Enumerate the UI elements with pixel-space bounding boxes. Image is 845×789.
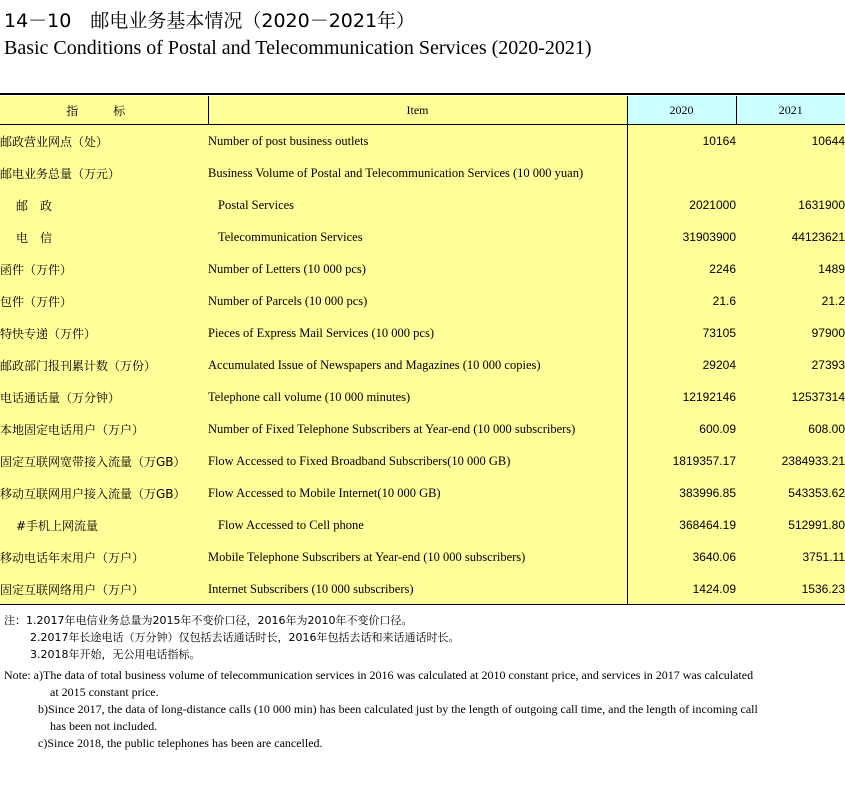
table-top-rule bbox=[0, 93, 845, 95]
table-header-row bbox=[0, 96, 845, 125]
row-label-en: Pieces of Express Mail Services (10 000 pcs) bbox=[208, 317, 627, 349]
row-label-en: Number of post business outlets bbox=[208, 125, 627, 158]
table-row bbox=[0, 285, 845, 317]
note-cn-line: 2.2017年长途电话（万分钟）仅包括去话通话时长，2016年包括去话和来话通话时长。 bbox=[30, 631, 460, 644]
table-row bbox=[0, 477, 845, 509]
note-cn-line: 3.2018年开始，无公用电话指标。 bbox=[30, 648, 201, 661]
table-row bbox=[0, 189, 845, 221]
row-label-en: Business Volume of Postal and Telecommunication Services (10 000 yuan) bbox=[208, 157, 627, 189]
table-row bbox=[0, 413, 845, 445]
value-2021: 10644 bbox=[736, 125, 845, 158]
value-2021: 97900 bbox=[736, 317, 845, 349]
row-label-en: Flow Accessed to Cell phone bbox=[208, 509, 627, 541]
row-label-cn: 邮电业务总量（万元） bbox=[0, 157, 208, 189]
notes-english bbox=[4, 667, 839, 752]
table-row bbox=[0, 349, 845, 381]
row-label-cn: 邮政营业网点（处） bbox=[0, 125, 208, 158]
value-2020: 1424.09 bbox=[627, 573, 736, 605]
row-label-cn: 邮 政 bbox=[0, 189, 208, 221]
value-2021: 1631900 bbox=[736, 189, 845, 221]
row-label-cn: 电 信 bbox=[0, 221, 208, 253]
page-title-english: Basic Conditions of Postal and Telecommunication Services (2020-2021) bbox=[4, 37, 592, 59]
value-2020: 383996.85 bbox=[627, 477, 736, 509]
table-row bbox=[0, 381, 845, 413]
value-2021: 3751.11 bbox=[736, 541, 845, 573]
value-2020: 3640.06 bbox=[627, 541, 736, 573]
header-indicator: 指 标 bbox=[0, 96, 208, 125]
note-en-line: c)Since 2018, the public telephones has been are cancelled. bbox=[38, 736, 323, 750]
header-year-2021: 2021 bbox=[736, 96, 845, 125]
value-2020: 31903900 bbox=[627, 221, 736, 253]
row-label-en: Internet Subscribers (10 000 subscribers) bbox=[208, 573, 627, 605]
value-2020: 368464.19 bbox=[627, 509, 736, 541]
note-en-line: b)Since 2017, the data of long-distance calls (10 000 min) has been calculated just by the length of outgoing call time, and the length of incoming call bbox=[38, 702, 758, 716]
value-2020: 21.6 bbox=[627, 285, 736, 317]
row-label-en: Flow Accessed to Fixed Broadband Subscribers(10 000 GB) bbox=[208, 445, 627, 477]
value-2020: 2021000 bbox=[627, 189, 736, 221]
header-item: Item bbox=[208, 96, 627, 125]
table-row bbox=[0, 157, 845, 189]
row-label-en: Telecommunication Services bbox=[208, 221, 627, 253]
row-label-en: Flow Accessed to Mobile Internet(10 000 GB) bbox=[208, 477, 627, 509]
header-year-2020: 2020 bbox=[627, 96, 736, 125]
row-label-en: Number of Fixed Telephone Subscribers at Year-end (10 000 subscribers) bbox=[208, 413, 627, 445]
value-2020: 2246 bbox=[627, 253, 736, 285]
page-title-chinese: 14－10 邮电业务基本情况（2020－2021年） bbox=[4, 10, 416, 32]
row-label-cn: 本地固定电话用户（万户） bbox=[0, 413, 208, 445]
row-label-en: Mobile Telephone Subscribers at Year-end (10 000 subscribers) bbox=[208, 541, 627, 573]
value-2020 bbox=[627, 157, 736, 189]
row-label-cn: 邮政部门报刊累计数（万份） bbox=[0, 349, 208, 381]
table-row bbox=[0, 445, 845, 477]
postal-telecom-table bbox=[0, 96, 845, 605]
row-label-cn: 固定互联网宽带接入流量（万GB） bbox=[0, 445, 208, 477]
row-label-en: Telephone call volume (10 000 minutes) bbox=[208, 381, 627, 413]
value-2021: 12537314 bbox=[736, 381, 845, 413]
row-label-cn: 移动互联网用户接入流量（万GB） bbox=[0, 477, 208, 509]
row-label-cn: 电话通话量（万分钟） bbox=[0, 381, 208, 413]
table-bottom-rule bbox=[0, 604, 845, 605]
value-2021: 44123621 bbox=[736, 221, 845, 253]
row-label-cn: 移动电话年末用户（万户） bbox=[0, 541, 208, 573]
value-2021: 512991.80 bbox=[736, 509, 845, 541]
table-row bbox=[0, 253, 845, 285]
value-2020: 10164 bbox=[627, 125, 736, 158]
value-2021 bbox=[736, 157, 845, 189]
row-label-cn: 固定互联网络用户（万户） bbox=[0, 573, 208, 605]
note-cn-line: 注：1.2017年电信业务总量为2015年不变价口径，2016年为2010年不变价口径。 bbox=[4, 614, 413, 627]
value-2021: 608.00 bbox=[736, 413, 845, 445]
row-label-cn: 包件（万件） bbox=[0, 285, 208, 317]
value-2020: 29204 bbox=[627, 349, 736, 381]
value-2021: 27393 bbox=[736, 349, 845, 381]
value-2020: 12192146 bbox=[627, 381, 736, 413]
table-row bbox=[0, 317, 845, 349]
note-en-line: at 2015 constant price. bbox=[50, 685, 159, 699]
table-row bbox=[0, 125, 845, 158]
value-2021: 2384933.21 bbox=[736, 445, 845, 477]
value-2020: 600.09 bbox=[627, 413, 736, 445]
value-2021: 543353.62 bbox=[736, 477, 845, 509]
table-row bbox=[0, 573, 845, 605]
row-label-cn: 特快专递（万件） bbox=[0, 317, 208, 349]
table-row bbox=[0, 509, 845, 541]
row-label-en: Accumulated Issue of Newspapers and Magazines (10 000 copies) bbox=[208, 349, 627, 381]
value-2021: 21.2 bbox=[736, 285, 845, 317]
value-2020: 1819357.17 bbox=[627, 445, 736, 477]
notes-chinese bbox=[4, 612, 459, 663]
row-label-cn: 函件（万件） bbox=[0, 253, 208, 285]
note-en-line: Note: a)The data of total business volume of telecommunication services in 2016 was calculated at 2010 constant price, and services in 2017 was calculated bbox=[4, 668, 754, 682]
value-2020: 73105 bbox=[627, 317, 736, 349]
value-2021: 1536.23 bbox=[736, 573, 845, 605]
table-row bbox=[0, 541, 845, 573]
row-label-cn: #手机上网流量 bbox=[0, 509, 208, 541]
value-2021: 1489 bbox=[736, 253, 845, 285]
row-label-en: Number of Letters (10 000 pcs) bbox=[208, 253, 627, 285]
row-label-en: Number of Parcels (10 000 pcs) bbox=[208, 285, 627, 317]
note-en-line: has been not included. bbox=[50, 719, 158, 733]
row-label-en: Postal Services bbox=[208, 189, 627, 221]
table-row bbox=[0, 221, 845, 253]
